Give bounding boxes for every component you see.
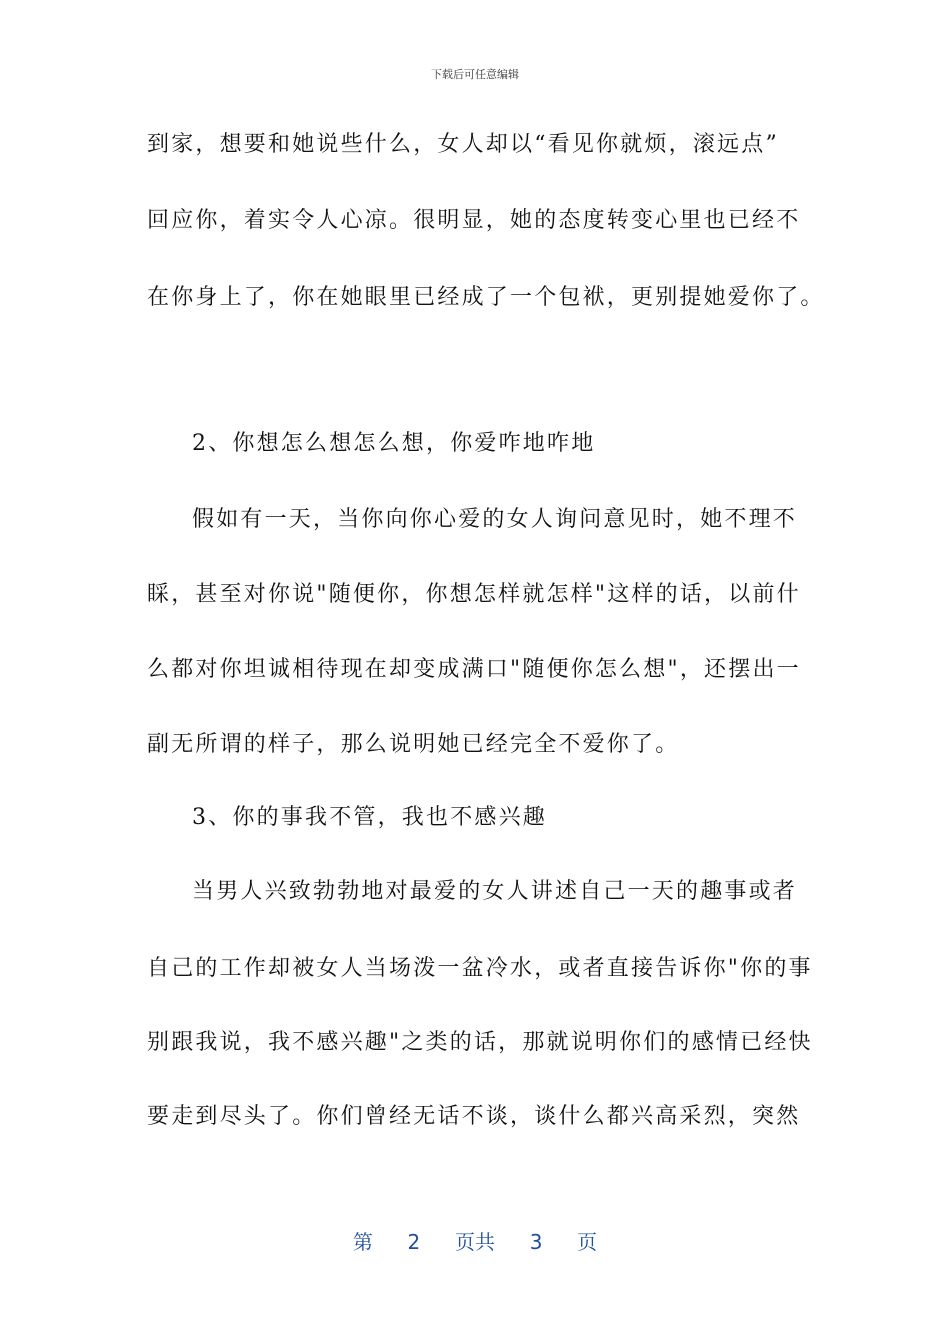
current-page-number: 2 bbox=[407, 1230, 421, 1254]
body-line: 要走到尽头了。你们曾经无话不谈，谈什么都兴高采烈，突然 bbox=[147, 1104, 801, 1129]
body-line: 当男人兴致勃勃地对最爱的女人讲述自己一天的趣事或者 bbox=[192, 879, 798, 904]
body-line: 自己的工作却被女人当场泼一盆冷水，或者直接告诉你"你的事 bbox=[147, 956, 813, 981]
body-line: 睬，甚至对你说"随便你，你想怎样就怎样"这样的话，以前什 bbox=[147, 582, 801, 607]
footer-suffix: 页 bbox=[577, 1230, 598, 1254]
body-line: 在你身上了，你在她眼里已经成了一个包袱，更别提她爱你了。 bbox=[147, 285, 825, 310]
page-footer bbox=[0, 1226, 950, 1255]
body-line: 假如有一天，当你向你心爱的女人询问意见时，她不理不 bbox=[192, 507, 798, 532]
body-line: 么都对你坦诚相待现在却变成满口"随便你怎么想"，还摆出一 bbox=[147, 657, 801, 682]
page-header: 下载后可任意编辑 bbox=[431, 68, 519, 81]
section-heading: 2、你想怎么想怎么想，你爱咋地咋地 bbox=[192, 431, 596, 456]
body-line: 到家，想要和她说些什么，女人却以“看见你就烦，滚远点” bbox=[147, 132, 779, 157]
section-heading: 3、你的事我不管，我也不感兴趣 bbox=[192, 805, 547, 830]
total-pages-number: 3 bbox=[529, 1230, 543, 1254]
footer-middle: 页共 bbox=[455, 1230, 495, 1254]
footer-prefix: 第 bbox=[352, 1230, 373, 1254]
body-line: 别跟我说，我不感兴趣"之类的话，那就说明你们的感情已经快 bbox=[147, 1030, 813, 1055]
body-line: 副无所谓的样子，那么说明她已经完全不爱你了。 bbox=[147, 732, 680, 757]
body-line: 回应你，着实令人心凉。很明显，她的态度转变心里也已经不 bbox=[147, 208, 801, 233]
